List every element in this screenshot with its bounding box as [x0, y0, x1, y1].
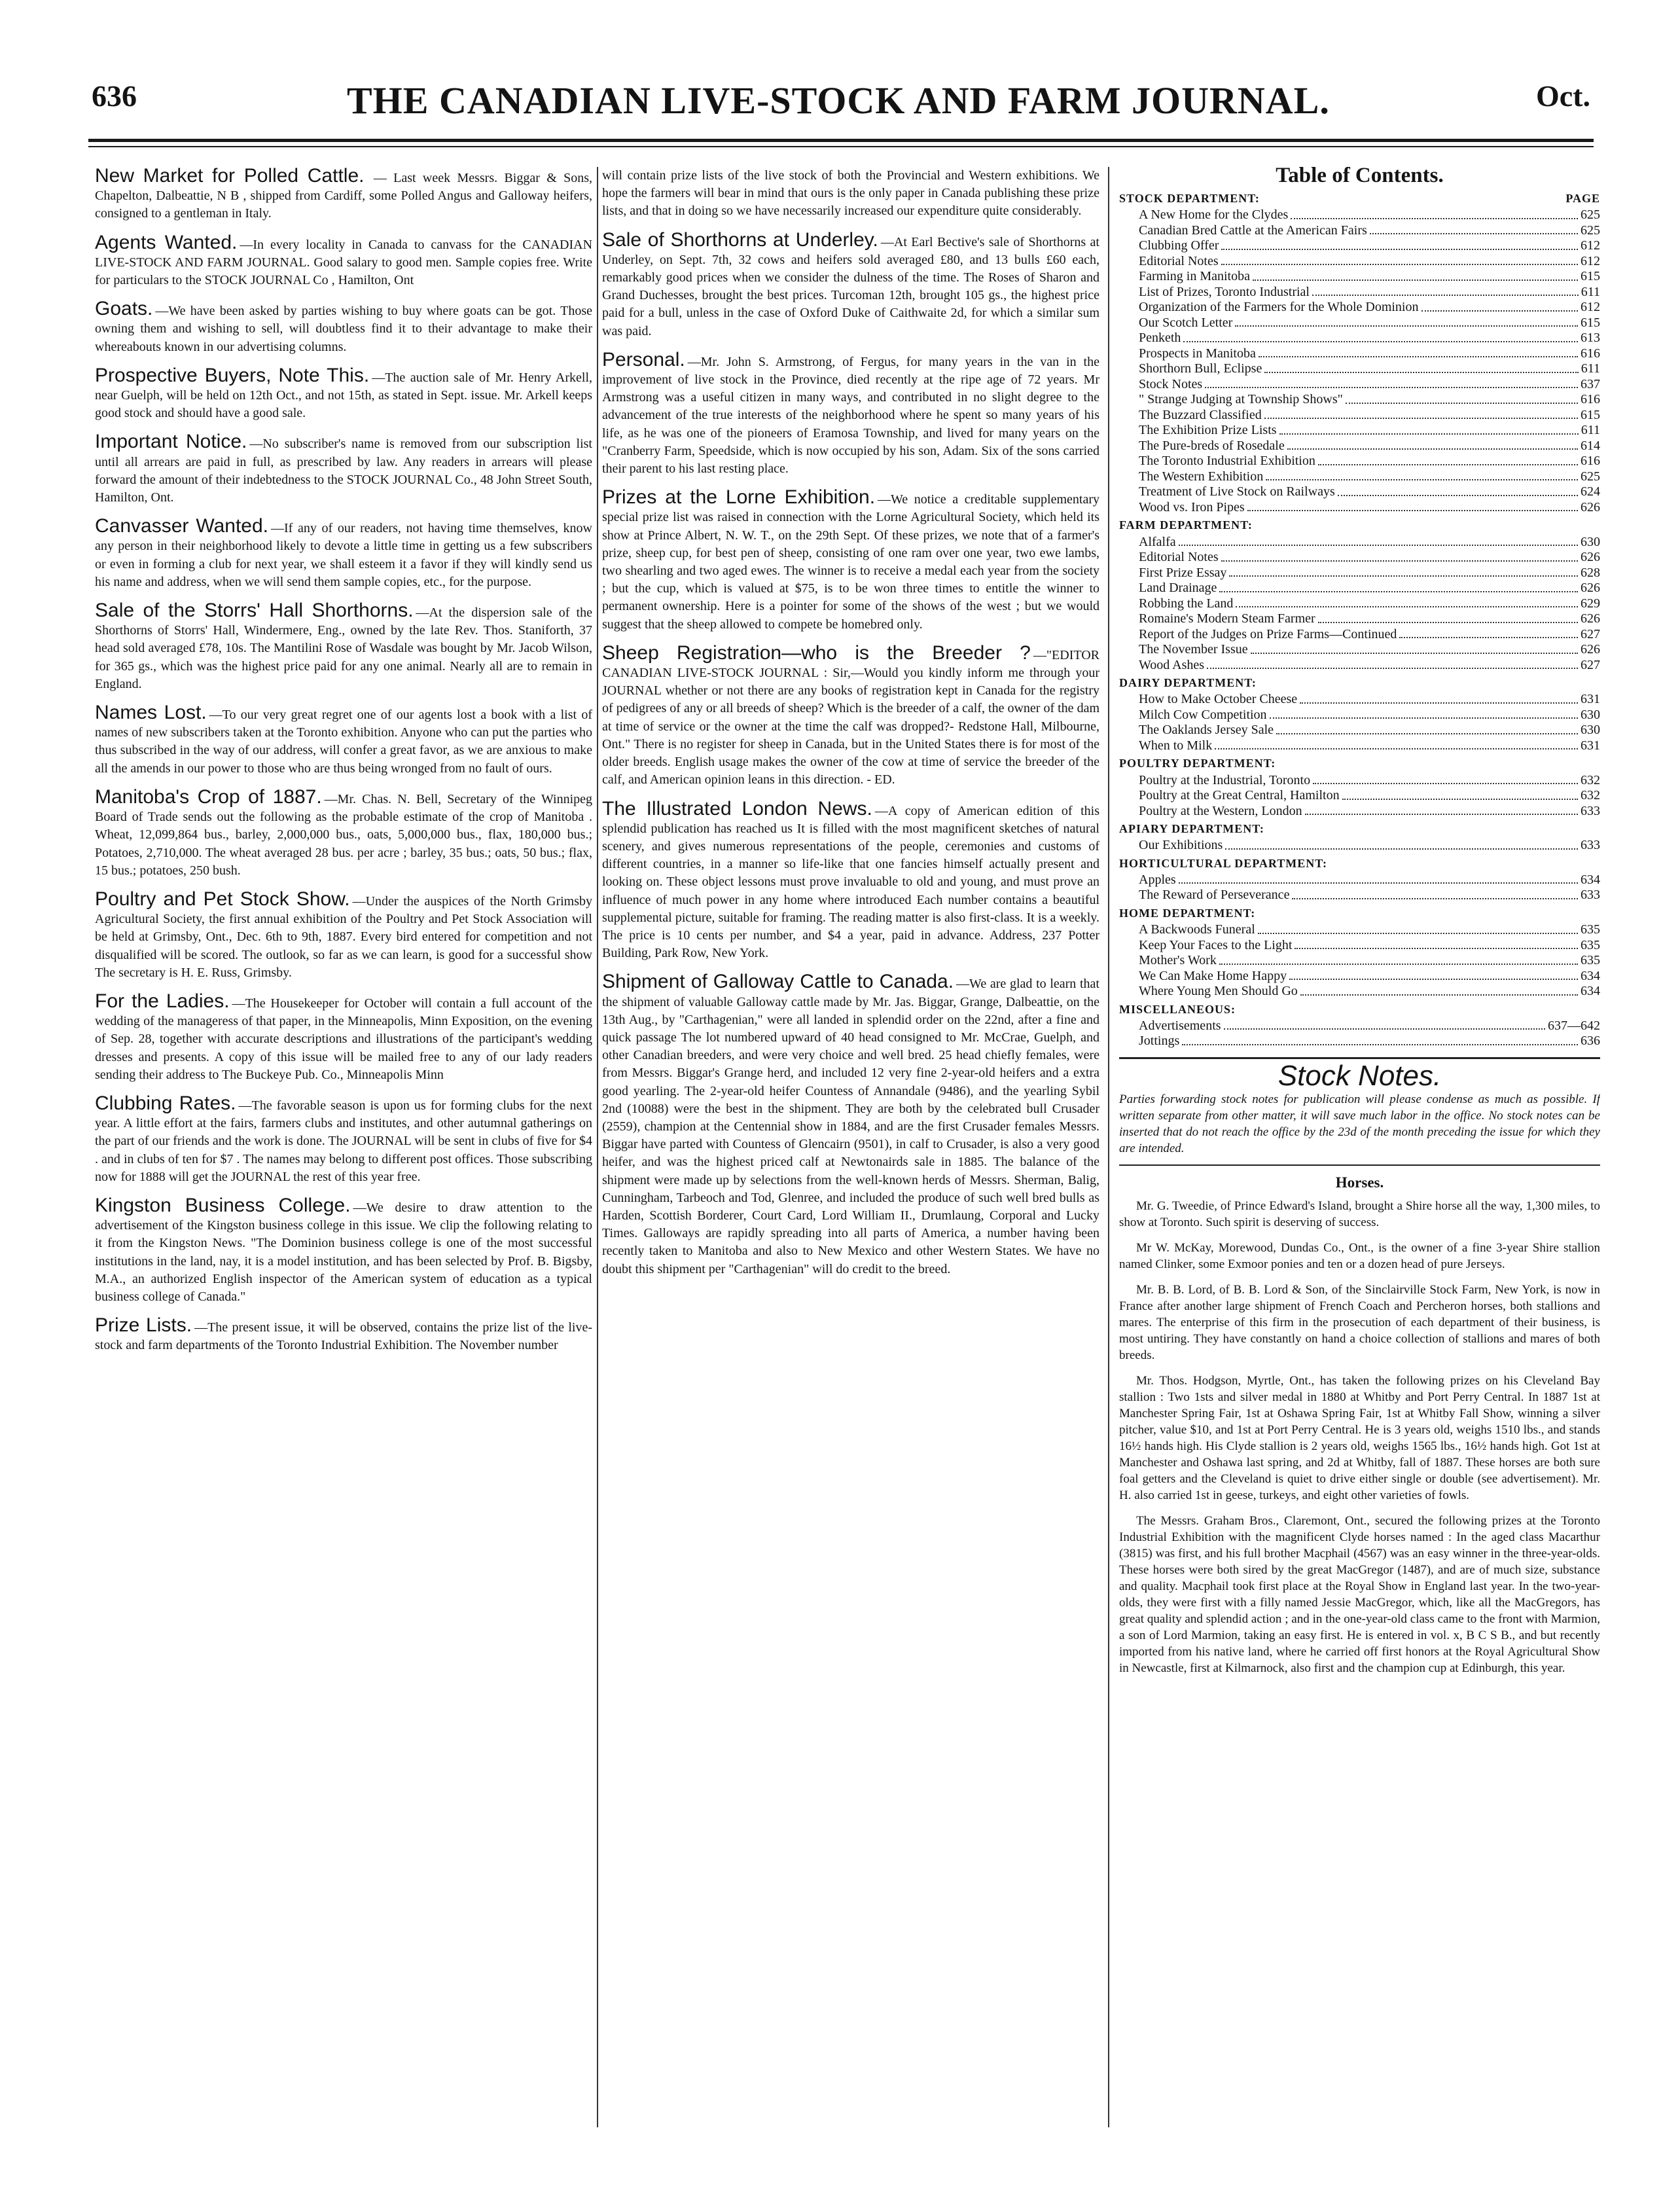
toc-entry-page: 626	[1581, 642, 1600, 657]
toc-entry	[1119, 223, 1600, 239]
toc-entry	[1119, 361, 1600, 377]
toc-leader-dots	[1259, 346, 1578, 358]
toc-entry-page: 611	[1581, 284, 1600, 299]
toc-leader-dots	[1219, 581, 1578, 592]
toc-leader-dots	[1264, 361, 1578, 373]
toc-leader-dots	[1318, 611, 1578, 623]
toc-entry	[1119, 535, 1600, 550]
toc-entry-title: When to Milk	[1139, 738, 1213, 753]
toc-leader-dots	[1224, 1019, 1545, 1030]
toc-entry-page: 611	[1581, 361, 1600, 376]
toc-leader-dots	[1183, 331, 1578, 342]
toc-section-heading	[1119, 855, 1600, 873]
toc-leader-dots	[1182, 1034, 1578, 1045]
article	[95, 300, 592, 356]
toc-entry-title: Treatment of Live Stock on Railways	[1139, 484, 1335, 499]
toc-entry	[1119, 469, 1600, 485]
toc-entry-title: " Strange Judging at Township Shows"	[1139, 392, 1343, 407]
article	[602, 488, 1099, 634]
toc-leader-dots	[1258, 922, 1578, 934]
toc-entry-title: Apples	[1139, 872, 1176, 887]
stock-notes-intro: Parties forwarding stock notes for publication will please condense as much as possible. If written separate from other matter, it will save much labor in the office. No stock notes can be inserted that do not reach the office by the 23d of the month preceding the issue for which they are intended.	[1119, 1092, 1600, 1156]
toc-leader-dots	[1300, 984, 1578, 996]
toc-entry-page: 624	[1581, 484, 1600, 499]
article-body: —The Housekeeper for October will contain a full account of the wedding of the manageress of that paper, in the Minneapolis, Minn Exposition, on the evening of Sep. 28, together with accurate descriptions and illustrations of the participant's wedding dresses and presents. A copy of this issue will be mailed free to any of our lady readers sending their address to The Buckeye Pub. Co., Minneapolis Minn	[95, 996, 592, 1082]
article	[95, 433, 592, 507]
toc-leader-dots	[1292, 888, 1578, 899]
toc-entry-page: 612	[1581, 300, 1600, 315]
article-heading: Shipment of Galloway Cattle to Canada.	[602, 971, 954, 993]
toc-entry-page: 635	[1581, 953, 1600, 968]
toc-entry	[1119, 642, 1600, 658]
toc-leader-dots	[1221, 254, 1578, 266]
article	[602, 348, 1099, 478]
column-left	[95, 167, 592, 2127]
column-divider-1	[597, 167, 598, 2127]
toc-entry	[1119, 873, 1600, 888]
stock-note: Mr. G. Tweedie, of Prince Edward's Island, brought a Shire horse all the way, 1,300 miles, to show at Toronto. Such spirit is deserving of success.	[1119, 1199, 1600, 1230]
toc-leader-dots	[1179, 535, 1578, 547]
toc-entry	[1119, 377, 1600, 393]
toc-entry	[1119, 596, 1600, 612]
toc-leader-dots	[1289, 969, 1578, 981]
toc-leader-dots	[1225, 838, 1578, 850]
article	[95, 602, 592, 693]
toc-leader-dots	[1221, 238, 1578, 250]
toc-entry-title: Poultry at the Great Central, Hamilton	[1139, 788, 1340, 803]
toc-entry-page: 611	[1581, 423, 1600, 438]
toc-entry-page: 630	[1581, 723, 1600, 738]
article	[602, 228, 1099, 340]
toc-leader-dots	[1247, 500, 1578, 512]
toc-entry	[1119, 254, 1600, 270]
toc-entry-page: 632	[1581, 788, 1600, 803]
toc-entry-title: Wood Ashes	[1139, 657, 1205, 672]
article-heading: Names Lost.	[95, 702, 207, 724]
toc-entry	[1119, 331, 1600, 346]
toc-entry-title: Poultry at the Industrial, Toronto	[1139, 772, 1311, 787]
toc-section-heading	[1119, 755, 1600, 772]
toc-leader-dots	[1318, 454, 1578, 465]
column-right	[1119, 167, 1600, 2127]
toc-entry-title: Our Exhibitions	[1139, 838, 1223, 853]
toc-leader-dots	[1179, 873, 1578, 884]
article	[602, 167, 1099, 221]
toc-section-name: APIARY DEPARTMENT:	[1119, 822, 1264, 836]
toc-entry-page: 631	[1581, 738, 1600, 753]
toc-entry	[1119, 439, 1600, 454]
toc-leader-dots	[1300, 692, 1578, 704]
toc-leader-dots	[1235, 316, 1578, 327]
toc-leader-dots	[1205, 377, 1578, 389]
toc-entry-page: 625	[1581, 223, 1600, 238]
article-body: —The favorable season is upon us for forming clubs for the next year. A little effort at the fairs, farmers clubs and institutes, and other autumnal gatherings on the part of our friends and the work is done. The JOURNAL will be sent in clubs of five for $4 . and in clubs of ten for $7 . The names may belong to different post offices. Those subscribing now for 1888 will get the JOURNAL the rest of this year free.	[95, 1098, 592, 1184]
toc-leader-dots	[1291, 207, 1578, 219]
article	[95, 992, 592, 1084]
toc-entry	[1119, 658, 1600, 674]
article-heading: Sale of the Storrs' Hall Shorthorns.	[95, 600, 414, 622]
toc-entry-title: Canadian Bred Cattle at the American Fairs	[1139, 223, 1367, 238]
table-of-contents-title: Table of Contents.	[1276, 167, 1444, 187]
toc-entry-title: Prospects in Manitoba	[1139, 346, 1256, 361]
toc-entry	[1119, 454, 1600, 469]
toc-leader-dots	[1229, 566, 1578, 577]
toc-entry-title: Advertisements	[1139, 1018, 1221, 1033]
toc-entry-page: 634	[1581, 968, 1600, 983]
toc-entry	[1119, 938, 1600, 954]
article-body: —If any of our readers, not having time themselves, know any person in their neighborhood likely to devote a little time in getting us a few subscribers or even in forming a club for next year, we shall esteem it a favor if they will kindly send us his name and address, when we will send them sample copies, etc., for the purpose.	[95, 521, 592, 589]
toc-entry-title: Stock Notes	[1139, 376, 1203, 391]
article	[602, 973, 1099, 1278]
article-heading: Sale of Shorthorns at Underley.	[602, 228, 878, 251]
article	[95, 890, 592, 982]
article-body: —The auction sale of Mr. Henry Arkell, near Guelph, will be held on 12th Oct., and not 15th, as stated in Sept. issue. Mr. Arkell keeps good stock and should have a good sale.	[95, 370, 592, 421]
issue-month: Oct.	[1535, 79, 1590, 113]
article-body: —In every locality in Canada to canvass for the CANADIAN LIVE-STOCK AND FARM JOURNAL. Good salary to good men. Sample copies free. Write for particulars to the STOCK JOURNAL Co , Hamilton, Ont	[95, 237, 592, 288]
toc-entry-title: Poultry at the Western, London	[1139, 803, 1302, 818]
toc-entry-page: 626	[1581, 611, 1600, 626]
article-body: —No subscriber's name is removed from our subscription list until all arrears are paid in full, as prescribed by law. Any readers in arrears will please forward the amount of their indebtedness to the STOCK JOURNAL Co., 48 John Street South, Hamilton, Ont.	[95, 437, 592, 505]
toc-entry-title: The Toronto Industrial Exhibition	[1139, 454, 1315, 469]
toc-entry-page: 612	[1581, 238, 1600, 253]
article-heading: Prospective Buyers, Note This.	[95, 364, 370, 386]
toc-entry-page: 637—642	[1548, 1018, 1600, 1033]
toc-entry	[1119, 969, 1600, 984]
article-heading: Kingston Business College.	[95, 1194, 351, 1216]
toc-entry-page: 634	[1581, 872, 1600, 887]
toc-entry-page: 633	[1581, 888, 1600, 903]
toc-leader-dots	[1264, 408, 1578, 420]
toc-entry-title: Robbing the Land	[1139, 596, 1234, 611]
toc-entry-page: 625	[1581, 207, 1600, 223]
article	[95, 1194, 592, 1306]
article	[95, 364, 592, 423]
toc-entry-title: Wood vs. Iron Pipes	[1139, 499, 1245, 514]
toc-entry-title: Alfalfa	[1139, 534, 1176, 549]
article-body: —To our very great regret one of our agents lost a book with a list of names of new subscribers taken at the Toronto exhibition. Anyone who can put the parties who thus subscribed in the way of our address, will confer a great favor, as we are anxious to make all the amends in our power to those who are thus being wronged from no fault of ours.	[95, 708, 592, 776]
toc-entry-title: Editorial Notes	[1139, 550, 1219, 565]
toc-section-heading	[1119, 1001, 1600, 1019]
article	[95, 785, 592, 880]
toc-section-name: FARM DEPARTMENT:	[1119, 518, 1253, 532]
toc-section-name: DAIRY DEPARTMENT:	[1119, 676, 1257, 690]
toc-entry-page: 629	[1581, 596, 1600, 611]
toc-entry-page: 614	[1581, 438, 1600, 453]
toc-section-name: STOCK DEPARTMENT:	[1119, 192, 1260, 206]
stock-note: The Messrs. Graham Bros., Claremont, Ont., secured the following prizes at the Toronto Industrial Exhibition with the magnificent Clyde horses named : In the aged class Macarthur (3815) was first, and his full brother Macphail (4567) was an easy winner in the three-year-olds. These horses were both sired by the great MacGregor (1487), and are of much size, substance and quality. Macphail took first place at the Royal Show in England last year. In the two-year-olds, they were first with a filly named Jessie MacGregor, which, like all the MacGregors, has great quality and splendid action ; and in the one-year-old class came to the front with Marmion, a son of Lord Marmion, taking an easy first. He is entered in vol. x, B C S B., and but recently imported from his native land, where he carried off first honors at the Royal Agricultural Show in Newcastle, first at Kilmarnock, also first and the champion cup at Edinburgh, this year.	[1119, 1514, 1600, 1676]
toc-entry	[1119, 838, 1600, 854]
header-rule-thick	[88, 139, 1594, 142]
article-heading: Agents Wanted.	[95, 231, 238, 253]
page-number: 636	[92, 79, 137, 113]
toc-entry-title: Land Drainage	[1139, 581, 1217, 596]
toc-entry	[1119, 708, 1600, 723]
article-body: —Mr. John S. Armstrong, of Fergus, for many years in the van in the improvement of live stock in the Province, died recently at the ripe age of 72 years. Mr Armstrong was a useful citizen in many ways, and contributed in no slight degree to the advancement of the true interests of the neighborhood where he spent so many years of his life, as he was one of the pioneers of Eramosa Township, and lived for many years on the "Cranberry Farm, Speedside, which is now occupied by his son, Adam. Six of the sons carried their parent to his last resting place.	[602, 354, 1099, 477]
toc-entry	[1119, 581, 1600, 596]
toc-entry	[1119, 888, 1600, 903]
toc-entry-page: 635	[1581, 922, 1600, 937]
table-of-contents	[1119, 190, 1600, 1049]
toc-section-name: MISCELLANEOUS:	[1119, 1002, 1236, 1016]
toc-entry-title: Penketh	[1139, 331, 1181, 346]
toc-entry-page: 635	[1581, 937, 1600, 952]
toc-entry	[1119, 566, 1600, 581]
toc-entry-page: 630	[1581, 707, 1600, 722]
toc-entry-title: List of Prizes, Toronto Industrial	[1139, 284, 1310, 299]
toc-leader-dots	[1221, 550, 1578, 562]
article-body: —The present issue, it will be observed, contains the prize list of the live-stock and farm departments of the Toronto Industrial Exhibition. The November number	[95, 1320, 592, 1353]
article-heading: Canvasser Wanted.	[95, 515, 268, 537]
toc-entry-page: 627	[1581, 657, 1600, 672]
toc-entry-page: 627	[1581, 626, 1600, 641]
toc-entry-page: 615	[1581, 407, 1600, 422]
toc-entry	[1119, 953, 1600, 969]
horses-notes	[1119, 1198, 1600, 1676]
toc-entry-title: The Pure-breds of Rosedale	[1139, 438, 1285, 453]
toc-leader-dots	[1276, 723, 1578, 734]
toc-entry-page: 612	[1581, 253, 1600, 268]
toc-leader-dots	[1266, 469, 1578, 481]
toc-entry-page: 626	[1581, 499, 1600, 514]
toc-section-heading	[1119, 516, 1600, 534]
toc-entry-page: 626	[1581, 581, 1600, 596]
article-heading: Prizes at the Lorne Exhibition.	[602, 486, 876, 509]
toc-entry-title: Milch Cow Competition	[1139, 707, 1267, 722]
toc-entry-title: First Prize Essay	[1139, 565, 1227, 580]
toc-entry-title: The Oaklands Jersey Sale	[1139, 723, 1274, 738]
toc-leader-dots	[1270, 708, 1578, 719]
toc-entry-page: 616	[1581, 454, 1600, 469]
article-heading: Clubbing Rates.	[95, 1092, 236, 1114]
toc-leader-dots	[1370, 223, 1578, 235]
article-heading: Important Notice.	[95, 431, 247, 453]
stock-note: Mr. Thos. Hodgson, Myrtle, Ont., has taken the following prizes on his Cleveland Bay stallion : Two 1sts and silver medal in 1880 at Whitby and Port Perry Central. In 1887 1st at Manchester Spring Fair, 1st at Oshawa Spring Fair, 1st at Whitby Fall Show, winning a silver pitcher, value $10, and 1st at Port Perry Central. He is 3 years old, weighs 1510 lbs., and stands 16½ hands high. His Clyde stallion is 2 years old, weighs 1565 lbs., 16½ hands high. Got 1st at Manchester and Oshawa last spring, and 2d at Whitby, fall of 1887. These horses are both sure foal getters and the Cleveland is quiet to drive either single or double (see advertisement). Mr. H. also carried 1st in geese, turkeys, and eight other varieties of fowls.	[1119, 1374, 1600, 1503]
article-body: —We have been asked by parties wishing to buy where goats can be got. Those owning them and wishing to sell, will doubtless find it to their advantage to make their whereabouts known in our advertising columns.	[95, 304, 592, 354]
toc-entry	[1119, 788, 1600, 804]
toc-entry-title: Jottings	[1139, 1034, 1180, 1049]
article-body: —At Earl Bective's sale of Shorthorns at Underley, on Sept. 7th, 32 cows and heifers sold averaged £80, and 13 bulls £60 each, remarkably good prices when we consider the dulness of the time. The Roses of Sharon and Grand Duchesses, brought the best prices. Turcoman 12th, brought 105 gs., the highest price paid for a bull, unless in the case of Oxford Duke of Caithwaite 2d, for which a similar sum was paid.	[602, 234, 1099, 338]
stock-notes-rule	[1119, 1164, 1600, 1166]
article-body: —Mr. Chas. N. Bell, Secretary of the Winnipeg Board of Trade sends out the following as the probable estimate of the crop of Manitoba . Wheat, 12,099,864 bus., barley, 2,000,000 bus., oats, 5,000,000 bus., flax, 180,000 bus.; Potatoes, 2,710,000. The wheat averaged 28 bus. per acre ; barley, 35 bus.; oats, 50 bus.; flax, 15 bus.; potatoes, 250 bush.	[95, 791, 592, 878]
toc-entry-title: Farming in Manitoba	[1139, 269, 1250, 284]
toc-entry	[1119, 300, 1600, 316]
toc-section-name: HORTICULTURAL DEPARTMENT:	[1119, 856, 1327, 870]
toc-entry	[1119, 423, 1600, 439]
toc-entry-title: Our Scotch Letter	[1139, 315, 1233, 330]
toc-entry-title: Clubbing Offer	[1139, 238, 1219, 253]
article-heading: Poultry and Pet Stock Show.	[95, 888, 350, 910]
toc-entry	[1119, 692, 1600, 708]
toc-section-heading	[1119, 190, 1600, 207]
article-heading: Personal.	[602, 348, 685, 370]
toc-section-name: POULTRY DEPARTMENT:	[1119, 757, 1276, 770]
article-body: —We are glad to learn that the shipment of valuable Galloway cattle made by Mr. Jas. Biggar, Grange, Dalbeattie, on the 13th Aug., by "Carthagenian," were all landed in splendid order on the 22nd, after a fine and quick passage The lot numbered upward of 40 head consigned to Mr. McCrae, Guelph, and other Canadian breeders, and were very choice and well bred. 25 head chiefly females, were from Messrs. Biggar's Grange herd, and included 12 very fine 2-year-old heifers and a extra good yearling. The 2-year-old heifer Countess of Annandale (9486), and the yearling Sybil 2nd (10088) were the best in the shipment. They are both by the celebrated bull Crusader (2559), champion at the Centennial show in 1884, and are the first Crusader females Messrs. Biggar have parted with Countess of Glencairn (9501), in calf to Crusader, is also a very good heifer, and was the highest priced calf at Newtonairds sale in 1885. The balance of the shipment were made up by selections from the well-known herds of Messrs. Sherman, Balig, Cunningham, Tarbeoch and Tod, Glenree, and included the produce of such well bred bulls as Harden, Scottish Borderer, Court Card, Lord William II., Drumlaung, Corporal and Lucky Times. Galloways are rapidly spreading into all parts of America, a number having been recently taken to Manitoba and also to New Mexico and other Western States. We have no doubt this shipment per "Carthagenian" will do credit to the breed.	[602, 977, 1099, 1276]
toc-leader-dots	[1215, 738, 1578, 750]
article	[95, 1094, 592, 1186]
toc-entry	[1119, 550, 1600, 566]
toc-leader-dots	[1338, 484, 1578, 496]
toc-entry	[1119, 238, 1600, 254]
stock-notes-title: Stock Notes.	[1278, 1059, 1442, 1092]
toc-entry	[1119, 773, 1600, 789]
toc-entry	[1119, 207, 1600, 223]
toc-leader-dots	[1207, 658, 1578, 670]
article-body: —"EDITOR CANADIAN LIVE-STOCK JOURNAL : Sir,—Would you kindly inform me through your JOURNAL whether or not there are any books of registration kept in Canada for the registry of pedigrees of any or all breeds of sheep? Which is the breeder of a calf, the owner of the dam at time of service or the owner at the time the calf was dropped?- Redstone Hall, Milbourne, Ont." There is no register for sheep in Canada, but in the United States there is for most of the older breeds. English usage makes the owner of the cow at time of service the breeder of the calf, and American opinion leans in this direction. - ED.	[602, 647, 1099, 787]
toc-entry-title: The Exhibition Prize Lists	[1139, 423, 1277, 438]
column-divider-2	[1108, 167, 1109, 2127]
toc-leader-dots	[1346, 392, 1578, 404]
toc-entry	[1119, 285, 1600, 300]
toc-entry-title: A Backwoods Funeral	[1139, 922, 1255, 937]
article-body: —Under the auspices of the North Grimsby Agricultural Society, the first annual exhibition of the Poultry and Pet Stock Association will be held at Grimsby, Ont., Dec. 6th to 9th, 1887. Every bird entered for competition and not disqualified will be scored. The outlook, so far as we can learn, is good for a successful show The secretary is H. E. Russ, Grimsby.	[95, 893, 592, 980]
article	[95, 167, 592, 223]
toc-entry	[1119, 392, 1600, 408]
toc-leader-dots	[1279, 423, 1579, 435]
toc-entry	[1119, 804, 1600, 820]
article-body: —A copy of American edition of this splendid publication has reached us It is filled with the most magnificent sketches of natural scenery, and gives numerous representations of the people, ceremonies and customs of different countries, in a manner so life-like that one fancies himself actually present and looking on. These object lessons must prove invaluable to old and young, and must prove an influence of much power in any home where introduced Each number contains a beautiful supplemental picture, suitable for framing. The reading matter is also first-class. It is a weekly. The price is 10 cents per number, and $4 a year, paid in advance. Address, 237 Potter Building, Park Row, New York.	[602, 803, 1099, 961]
toc-entry-page: 613	[1581, 331, 1600, 346]
article-heading: Sheep Registration—who is the Breeder ?	[602, 641, 1031, 664]
article	[95, 231, 592, 290]
article-body: — Last week Messrs. Biggar & Sons, Chapelton, Dalbeattie, N B , shipped from Cardiff, some Polled Angus and Galloway heifers, consigned to a gentleman in Italy.	[95, 171, 592, 221]
article	[95, 517, 592, 591]
toc-entry	[1119, 1019, 1600, 1034]
toc-page-header: PAGE	[1565, 192, 1600, 206]
toc-entry-page: 634	[1581, 984, 1600, 999]
toc-entry-title: Shorthorn Bull, Eclipse	[1139, 361, 1262, 376]
article-body: will contain prize lists of the live stock of both the Provincial and Western exhibitions. We hope the farmers will bear in mind that ours is the only paper in Canada publishing these prize lists, and that in doing so we have necessarily increased our expenditure quite considerably.	[602, 168, 1099, 219]
page-header	[92, 79, 1590, 131]
toc-entry-title: The Reward of Perseverance	[1139, 888, 1290, 903]
toc-entry-page: 632	[1581, 772, 1600, 787]
toc-leader-dots	[1313, 773, 1578, 785]
toc-entry	[1119, 611, 1600, 627]
toc-leader-dots	[1305, 804, 1578, 816]
toc-entry-page: 615	[1581, 315, 1600, 330]
stock-note: Mr. B. B. Lord, of B. B. Lord & Son, of the Sinclairville Stock Farm, New York, is now in France after another large shipment of French Coach and Percheron horses, both stallions and mares. The enterprise of this firm in the prosecution of each department of their business, is most untiring. They have constantly on hand a choice collection of stallions and mares of both breeds.	[1119, 1283, 1600, 1363]
article-body: —We notice a creditable supplementary special prize list was raised in connection with the Lorne Agricultural Society, which held its show at Prince Albert, N. W. T., on the 29th Sept. Of these prizes, we note that of a farmer's prize, sheep cup, for best pen of sheep, consisting of one ram over one year, two ewe lambs, two shearling and two aged ewes. The winner is to receive a medal each year from the society ; but the cup, which is valued at $75, is to be won three times to entitle the winner to permanent ownership. Here is a pointer for some of the shows of the west ; but we would suggest that the sheep allowed to compete be homebred only.	[602, 492, 1099, 632]
toc-entry-page: 626	[1581, 550, 1600, 565]
toc-leader-dots	[1421, 300, 1579, 312]
toc-entry	[1119, 984, 1600, 1000]
toc-entry-title: Keep Your Faces to the Light	[1139, 937, 1293, 952]
toc-entry-page: 628	[1581, 565, 1600, 580]
article	[95, 1316, 592, 1354]
toc-entry	[1119, 1034, 1600, 1049]
toc-entry-title: Organization of the Farmers for the Whole Dominion	[1139, 300, 1419, 315]
toc-entry	[1119, 627, 1600, 643]
toc-entry	[1119, 316, 1600, 331]
stock-note: Mr W. McKay, Morewood, Dundas Co., Ont., is the owner of a fine 3-year Shire stallion named Clinker, some Exmoor ponies and ten or a dozen head of pure Jerseys.	[1119, 1241, 1600, 1272]
toc-entry-title: Romaine's Modern Steam Farmer	[1139, 611, 1315, 626]
toc-entry	[1119, 738, 1600, 754]
toc-leader-dots	[1295, 938, 1578, 950]
toc-entry	[1119, 346, 1600, 362]
toc-entry-page: 625	[1581, 469, 1600, 484]
toc-entry	[1119, 484, 1600, 500]
toc-section-heading	[1119, 905, 1600, 922]
article-heading: Goats.	[95, 298, 153, 320]
toc-entry-title: Mother's Work	[1139, 953, 1217, 968]
toc-entry-title: The Western Exhibition	[1139, 469, 1264, 484]
toc-entry-title: The Buzzard Classified	[1139, 407, 1262, 422]
article-heading: Manitoba's Crop of 1887.	[95, 785, 322, 808]
toc-entry-page: 616	[1581, 392, 1600, 407]
article	[95, 704, 592, 778]
toc-entry	[1119, 922, 1600, 938]
toc-leader-dots	[1312, 285, 1579, 297]
toc-entry-page: 615	[1581, 269, 1600, 284]
toc-entry-page: 633	[1581, 803, 1600, 818]
header-rule-thin	[88, 146, 1594, 147]
toc-entry	[1119, 723, 1600, 738]
article	[602, 797, 1099, 963]
journal-title: THE CANADIAN LIVE-STOCK AND FARM JOURNAL.	[347, 79, 1330, 122]
toc-entry-title: How to Make October Cheese	[1139, 692, 1298, 707]
toc-entry	[1119, 408, 1600, 424]
toc-entry-title: We Can Make Home Happy	[1139, 968, 1287, 983]
toc-entry-page: 637	[1581, 376, 1600, 391]
toc-entry-page: 616	[1581, 346, 1600, 361]
toc-entry-title: Editorial Notes	[1139, 253, 1219, 268]
toc-entry-page: 631	[1581, 692, 1600, 707]
toc-section-heading	[1119, 820, 1600, 838]
toc-entry-page: 633	[1581, 838, 1600, 853]
article-heading: New Market for Polled Cattle.	[95, 167, 365, 187]
toc-entry-page: 630	[1581, 534, 1600, 549]
article-body: —At the dispersion sale of the Shorthorns of Storrs' Hall, Windermere, Eng., owned by the late Rev. Thos. Staniforth, 37 head sold averaged £78, 10s. The Mantilini Rose of Wasdale was bought by Mr. Jacob Wilson, for 365 gs., which was the highest price paid for any one animal. Nearly all are to remain in England.	[95, 605, 592, 691]
toc-entry	[1119, 500, 1600, 516]
article-heading: The Illustrated London News.	[602, 797, 872, 820]
article	[602, 641, 1099, 789]
toc-entry	[1119, 269, 1600, 285]
toc-leader-dots	[1399, 627, 1578, 639]
toc-entry-title: Report of the Judges on Prize Farms—Continued	[1139, 626, 1397, 641]
article-heading: Prize Lists.	[95, 1314, 192, 1337]
toc-leader-dots	[1253, 269, 1578, 281]
toc-entry-title: The November Issue	[1139, 642, 1248, 657]
toc-entry-page: 636	[1581, 1034, 1600, 1049]
toc-leader-dots	[1251, 642, 1578, 654]
toc-leader-dots	[1236, 596, 1578, 608]
toc-section-heading	[1119, 674, 1600, 692]
toc-bottom-rule	[1119, 1057, 1600, 1059]
toc-section-name: HOME DEPARTMENT:	[1119, 906, 1256, 920]
column-middle	[602, 167, 1099, 2127]
toc-leader-dots	[1219, 953, 1578, 965]
toc-entry-title: A New Home for the Clydes	[1139, 207, 1289, 223]
article-body: —We desire to draw attention to the advertisement of the Kingston business college in this issue. We clip the following relating to it from the Kingston News. "The Dominion business college is one of the most successful institutions in the land, nay, it is a model institution, and has been selected by Prof. B. Bigsby, M.A., an authorized English inspector of the American system of education as a typical business college of Canada."	[95, 1200, 592, 1304]
article-heading: For the Ladies.	[95, 990, 230, 1012]
horses-heading: Horses.	[1335, 1174, 1384, 1191]
toc-leader-dots	[1287, 439, 1578, 450]
toc-entry-title: Where Young Men Should Go	[1139, 984, 1298, 999]
toc-leader-dots	[1342, 788, 1578, 800]
